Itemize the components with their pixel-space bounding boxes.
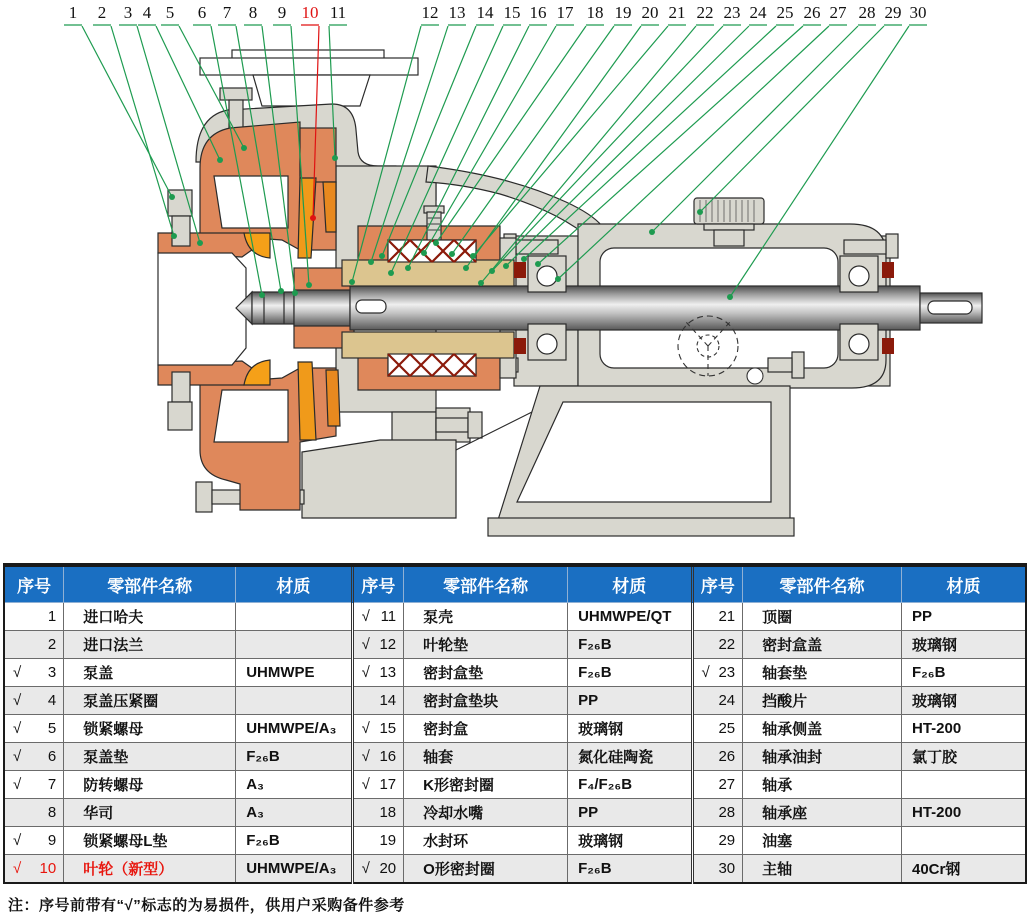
column-header: 零部件名称 bbox=[64, 565, 236, 603]
table-row bbox=[4, 631, 1026, 659]
svg-text:17: 17 bbox=[556, 3, 574, 22]
part-number: 3 bbox=[47, 664, 57, 681]
part-name-cell: 水封环 bbox=[404, 827, 568, 855]
part-name-cell: 密封盒垫 bbox=[404, 659, 568, 687]
svg-text:13: 13 bbox=[448, 3, 466, 22]
part-number-cell bbox=[352, 855, 404, 884]
table-row bbox=[4, 715, 1026, 743]
svg-text:24: 24 bbox=[749, 3, 767, 22]
part-number: 28 bbox=[718, 804, 736, 821]
callout-17 bbox=[421, 3, 574, 256]
svg-text:29: 29 bbox=[884, 3, 902, 22]
svg-text:16: 16 bbox=[529, 3, 547, 22]
part-number-cell bbox=[352, 827, 404, 855]
wear-part-check: √ bbox=[361, 608, 370, 625]
part-number-cell bbox=[4, 743, 64, 771]
part-material-cell: A₃ bbox=[236, 771, 352, 799]
part-name-cell: 锁紧螺母 bbox=[64, 715, 236, 743]
table-row bbox=[4, 603, 1026, 631]
part-number-cell bbox=[4, 603, 64, 631]
svg-text:2: 2 bbox=[97, 3, 107, 22]
part-name-cell: 冷却水嘴 bbox=[404, 799, 568, 827]
part-number: 7 bbox=[47, 776, 57, 793]
main-shaft bbox=[236, 286, 982, 330]
part-material-cell: UHMWPE/A₃ bbox=[236, 855, 352, 884]
part-material-cell: F₂₆B bbox=[236, 743, 352, 771]
part-number-cell bbox=[692, 603, 743, 631]
part-number-cell bbox=[352, 799, 404, 827]
part-number-cell bbox=[692, 715, 743, 743]
part-number: 20 bbox=[379, 860, 397, 877]
part-number: 19 bbox=[379, 832, 397, 849]
part-material-cell: UHMWPE bbox=[236, 659, 352, 687]
part-material-cell: F₂₆B bbox=[568, 631, 692, 659]
bracket-bolt bbox=[436, 418, 468, 432]
part-material-cell: HT-200 bbox=[901, 715, 1026, 743]
bearing-ball bbox=[537, 266, 557, 286]
part-name-cell: 泵盖压紧圈 bbox=[64, 687, 236, 715]
table-row bbox=[4, 827, 1026, 855]
part-name-cell: 泵盖垫 bbox=[64, 743, 236, 771]
part-number: 22 bbox=[718, 636, 736, 653]
part-name-cell: 泵盖 bbox=[64, 659, 236, 687]
part-number: 15 bbox=[379, 720, 397, 737]
svg-text:27: 27 bbox=[829, 3, 847, 22]
part-material-cell: 玻璃钢 bbox=[901, 631, 1026, 659]
part-name-cell: 进口法兰 bbox=[64, 631, 236, 659]
part-number: 11 bbox=[380, 608, 397, 625]
part-name-cell: 轴承侧盖 bbox=[743, 715, 902, 743]
svg-text:15: 15 bbox=[503, 3, 521, 22]
part-name-cell: 锁紧螺母L垫 bbox=[64, 827, 236, 855]
part-number: 14 bbox=[379, 692, 397, 709]
part-name-cell: 轴套 bbox=[404, 743, 568, 771]
base-plate bbox=[488, 518, 794, 536]
parts-table bbox=[3, 563, 1027, 884]
part-name-cell: 挡酸片 bbox=[743, 687, 902, 715]
part-material-cell bbox=[236, 687, 352, 715]
part-number: 26 bbox=[718, 748, 736, 765]
svg-text:28: 28 bbox=[858, 3, 876, 22]
part-name-cell: 主轴 bbox=[743, 855, 902, 884]
svg-text:3: 3 bbox=[123, 3, 133, 22]
part-name-cell: 密封盒垫块 bbox=[404, 687, 568, 715]
wear-part-check: √ bbox=[13, 832, 22, 849]
part-number-cell bbox=[692, 659, 743, 687]
part-number-cell bbox=[4, 771, 64, 799]
part-material-cell: HT-200 bbox=[901, 799, 1026, 827]
part-number: 1 bbox=[47, 608, 57, 625]
svg-text:6: 6 bbox=[197, 3, 207, 22]
svg-text:8: 8 bbox=[248, 3, 258, 22]
part-name-cell: 轴承座 bbox=[743, 799, 902, 827]
wear-part-check: √ bbox=[361, 776, 370, 793]
svg-text:4: 4 bbox=[142, 3, 152, 22]
part-number: 12 bbox=[379, 636, 397, 653]
part-number: 29 bbox=[718, 832, 736, 849]
table-row bbox=[4, 659, 1026, 687]
table-row bbox=[4, 687, 1026, 715]
part-material-cell bbox=[901, 827, 1026, 855]
part-material-cell: 氮化硅陶瓷 bbox=[568, 743, 692, 771]
part-number-cell bbox=[692, 771, 743, 799]
part-material-cell: 40Cr钢 bbox=[901, 855, 1026, 884]
part-material-cell: 玻璃钢 bbox=[901, 687, 1026, 715]
part-number: 23 bbox=[718, 664, 736, 681]
part-number-cell bbox=[4, 827, 64, 855]
part-name-cell: 轴承 bbox=[743, 771, 902, 799]
svg-text:18: 18 bbox=[586, 3, 604, 22]
table-row bbox=[4, 799, 1026, 827]
part-number-cell bbox=[692, 827, 743, 855]
column-header: 序号 bbox=[4, 565, 64, 603]
part-material-cell: PP bbox=[568, 799, 692, 827]
part-material-cell: 氯丁胶 bbox=[901, 743, 1026, 771]
svg-text:5: 5 bbox=[165, 3, 175, 22]
svg-text:23: 23 bbox=[723, 3, 741, 22]
part-number-cell bbox=[692, 799, 743, 827]
part-material-cell: A₃ bbox=[236, 799, 352, 827]
part-material-cell: UHMWPE/QT bbox=[568, 603, 692, 631]
part-material-cell bbox=[236, 603, 352, 631]
part-number: 25 bbox=[718, 720, 736, 737]
svg-text:26: 26 bbox=[803, 3, 821, 22]
part-name-cell: 油塞 bbox=[743, 827, 902, 855]
column-header: 材质 bbox=[568, 565, 692, 603]
part-number: 6 bbox=[47, 748, 57, 765]
part-number-cell bbox=[4, 715, 64, 743]
svg-text:19: 19 bbox=[614, 3, 632, 22]
svg-text:14: 14 bbox=[476, 3, 494, 22]
part-material-cell: UHMWPE/A₃ bbox=[236, 715, 352, 743]
wear-part-check: √ bbox=[361, 664, 370, 681]
part-number-cell bbox=[352, 743, 404, 771]
callout-4 bbox=[138, 3, 223, 163]
part-number-cell bbox=[352, 715, 404, 743]
part-name-cell: 叶轮（新型） bbox=[64, 855, 236, 884]
part-number-cell bbox=[352, 603, 404, 631]
part-name-cell: 泵壳 bbox=[404, 603, 568, 631]
svg-text:11: 11 bbox=[329, 3, 347, 22]
part-name-cell: 轴承油封 bbox=[743, 743, 902, 771]
part-number: 10 bbox=[39, 860, 57, 877]
foot-bolt bbox=[196, 482, 212, 512]
svg-text:10: 10 bbox=[301, 3, 319, 22]
part-number: 13 bbox=[379, 664, 397, 681]
inlet-channel bbox=[158, 253, 246, 365]
part-material-cell: PP bbox=[568, 687, 692, 715]
keyway bbox=[356, 300, 386, 313]
wear-part-check: √ bbox=[13, 692, 22, 709]
part-number: 30 bbox=[718, 860, 736, 877]
part-number-cell bbox=[692, 743, 743, 771]
svg-text:7: 7 bbox=[222, 3, 232, 22]
table-row bbox=[4, 743, 1026, 771]
column-header: 材质 bbox=[901, 565, 1026, 603]
callout-29 bbox=[697, 3, 902, 215]
part-number-cell bbox=[4, 659, 64, 687]
part-name-cell: 叶轮垫 bbox=[404, 631, 568, 659]
column-header: 序号 bbox=[692, 565, 743, 603]
part-number-cell bbox=[4, 687, 64, 715]
part-name-cell: K形密封圈 bbox=[404, 771, 568, 799]
part-number: 2 bbox=[47, 636, 57, 653]
part-material-cell bbox=[901, 771, 1026, 799]
part-name-cell: 密封盒 bbox=[404, 715, 568, 743]
part-number-cell bbox=[692, 631, 743, 659]
note: 注：序号前带有“√”标志的为易损件，供用户采购备件参考 bbox=[8, 897, 405, 914]
part-number-cell bbox=[4, 799, 64, 827]
keyway bbox=[928, 301, 972, 314]
part-name-cell: O形密封圈 bbox=[404, 855, 568, 884]
casing-foot bbox=[302, 440, 456, 518]
svg-text:25: 25 bbox=[776, 3, 794, 22]
part-number: 18 bbox=[379, 804, 397, 821]
part-number: 24 bbox=[718, 692, 736, 709]
table-row bbox=[4, 855, 1026, 884]
part-material-cell: 玻璃钢 bbox=[568, 827, 692, 855]
wear-part-check: √ bbox=[361, 720, 370, 737]
part-material-cell: 玻璃钢 bbox=[568, 715, 692, 743]
table-row bbox=[4, 771, 1026, 799]
svg-text:12: 12 bbox=[421, 3, 439, 22]
column-header: 序号 bbox=[352, 565, 404, 603]
column-header: 材质 bbox=[236, 565, 352, 603]
part-name-cell: 防转螺母 bbox=[64, 771, 236, 799]
part-number-cell bbox=[352, 659, 404, 687]
part-name-cell: 华司 bbox=[64, 799, 236, 827]
part-number-cell bbox=[352, 771, 404, 799]
wear-part-check: √ bbox=[361, 748, 370, 765]
part-number-cell bbox=[352, 687, 404, 715]
part-number: 9 bbox=[47, 832, 57, 849]
wear-part-check: √ bbox=[13, 860, 22, 877]
part-number: 4 bbox=[47, 692, 57, 709]
part-number-cell bbox=[4, 855, 64, 884]
part-material-cell: F₂₆B bbox=[568, 659, 692, 687]
part-name-cell: 密封盒盖 bbox=[743, 631, 902, 659]
table-header-row bbox=[4, 565, 1026, 603]
part-number: 16 bbox=[379, 748, 397, 765]
part-material-cell: F₄/F₂₆B bbox=[568, 771, 692, 799]
column-header: 零部件名称 bbox=[404, 565, 568, 603]
part-name-cell: 轴套垫 bbox=[743, 659, 902, 687]
callout-3 bbox=[119, 3, 203, 246]
column-header: 零部件名称 bbox=[743, 565, 902, 603]
svg-text:22: 22 bbox=[696, 3, 714, 22]
support-frame bbox=[488, 386, 794, 536]
svg-text:30: 30 bbox=[909, 3, 927, 22]
part-name-cell: 顶圈 bbox=[743, 603, 902, 631]
part-number: 17 bbox=[379, 776, 397, 793]
part-number-cell bbox=[4, 631, 64, 659]
svg-text:20: 20 bbox=[641, 3, 659, 22]
part-number: 8 bbox=[47, 804, 57, 821]
svg-text:9: 9 bbox=[277, 3, 287, 22]
part-number-cell bbox=[692, 855, 743, 884]
part-number: 27 bbox=[718, 776, 736, 793]
part-name-cell: 进口哈夫 bbox=[64, 603, 236, 631]
part-number: 21 bbox=[718, 608, 736, 625]
wear-part-check: √ bbox=[361, 860, 370, 877]
part-number-cell bbox=[692, 687, 743, 715]
part-material-cell: PP bbox=[901, 603, 1026, 631]
part-material-cell bbox=[236, 631, 352, 659]
part-number-cell bbox=[352, 631, 404, 659]
wear-part-check: √ bbox=[361, 636, 370, 653]
part-material-cell: F₂₆B bbox=[236, 827, 352, 855]
part-material-cell: F₂₆B bbox=[568, 855, 692, 884]
wear-part-check: √ bbox=[13, 664, 22, 681]
wear-part-check: √ bbox=[13, 748, 22, 765]
part-number: 5 bbox=[47, 720, 57, 737]
wear-part-check: √ bbox=[701, 664, 710, 681]
svg-text:21: 21 bbox=[668, 3, 686, 22]
wear-part-check: √ bbox=[13, 720, 22, 737]
part-material-cell: F₂₆B bbox=[901, 659, 1026, 687]
wear-part-check: √ bbox=[13, 776, 22, 793]
svg-text:1: 1 bbox=[68, 3, 78, 22]
